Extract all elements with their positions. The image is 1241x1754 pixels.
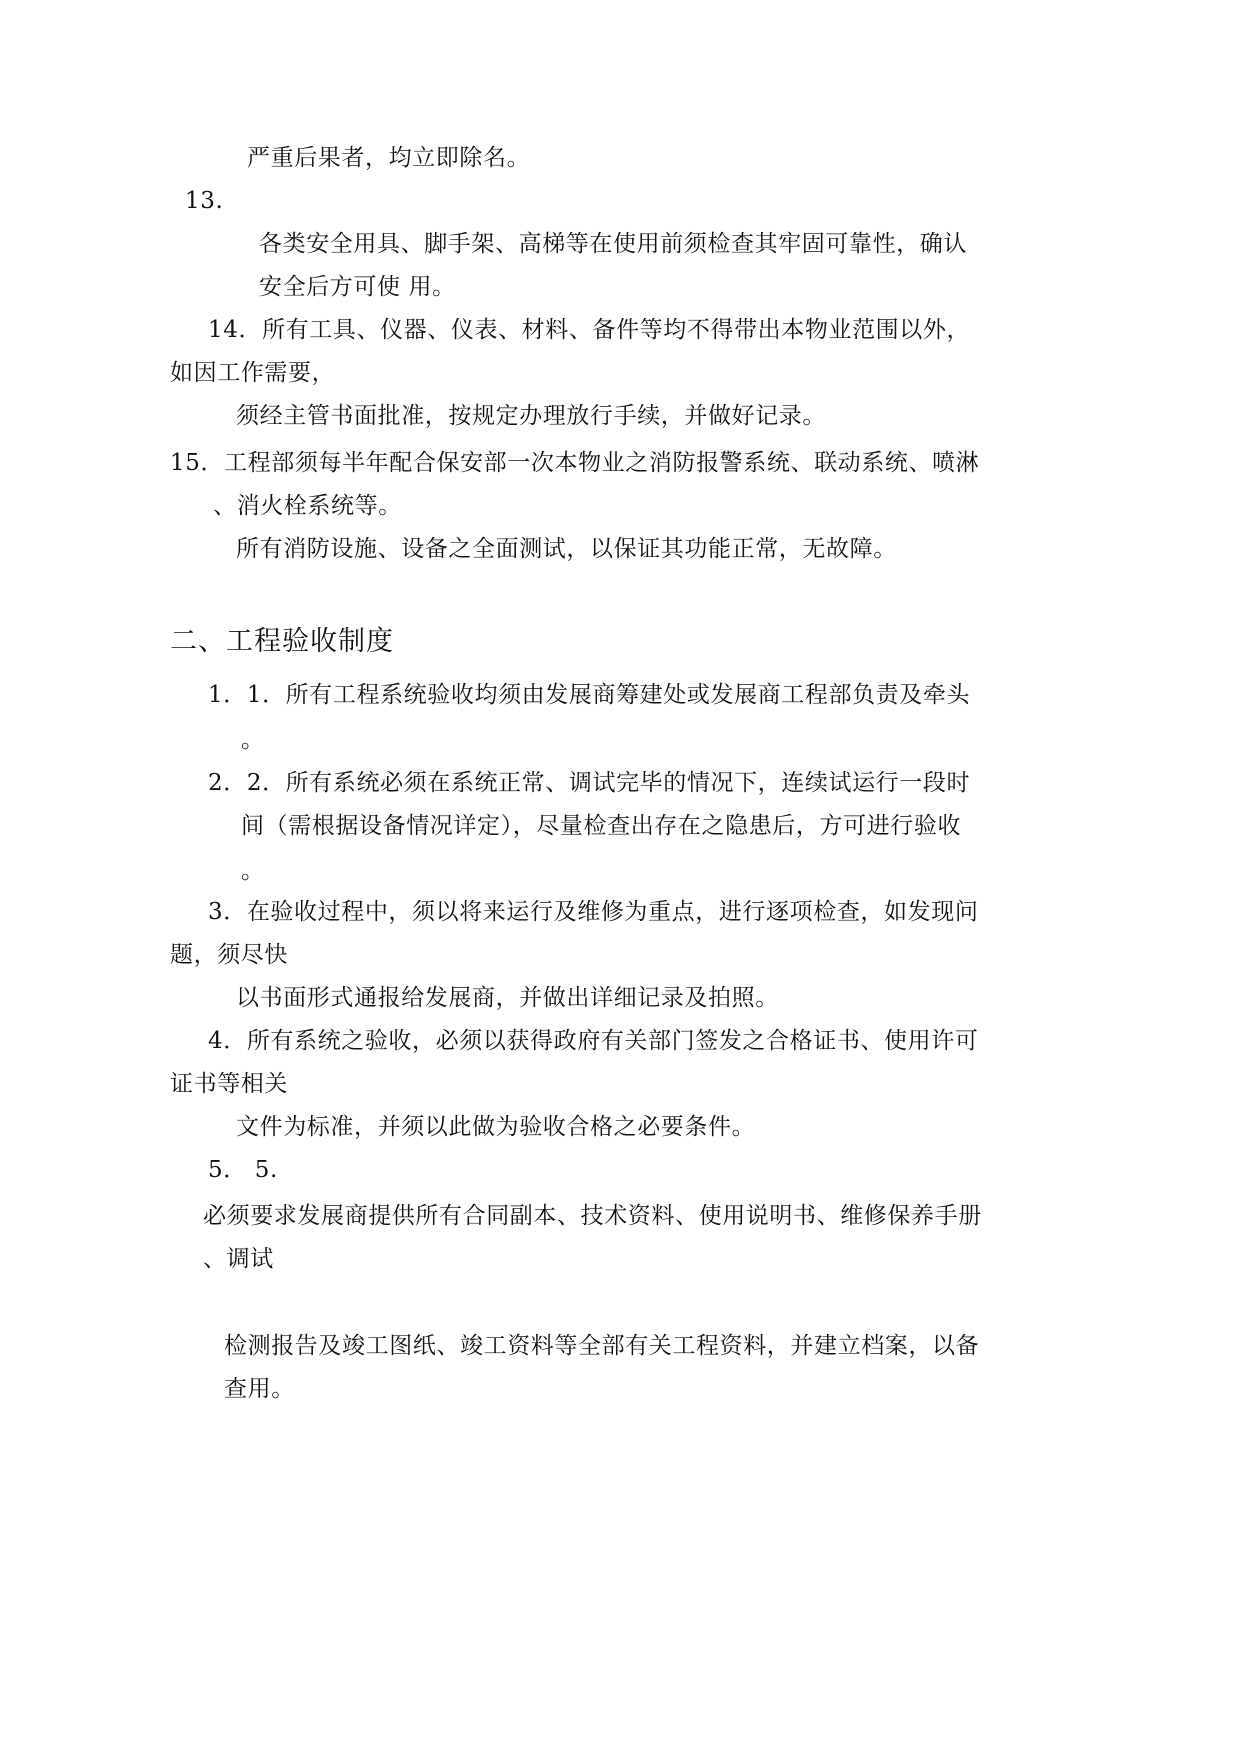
- paragraph-line: 、消火栓系统等。: [213, 493, 402, 519]
- paragraph-line: 2．2．所有系统必须在系统正常、调试完毕的情况下，连续试运行一段时: [208, 770, 971, 796]
- paragraph-line: 1．1．所有工程系统验收均须由发展商筹建处或发展商工程部负责及牵头: [208, 682, 971, 708]
- paragraph-line: 以书面形式通报给发展商，并做出详细记录及拍照。: [236, 985, 779, 1011]
- paragraph-line: 。: [241, 727, 265, 753]
- paragraph-line: 15．工程部须每半年配合保安部一次本物业之消防报警系统、联动系统、喷淋: [170, 450, 980, 476]
- paragraph-line: 检测报告及竣工图纸、竣工资料等全部有关工程资料，并建立档案，以备: [224, 1333, 980, 1359]
- paragraph-line: 必须要求发展商提供所有合同副本、技术资料、使用说明书、维修保养手册: [203, 1203, 982, 1229]
- paragraph-line: 各类安全用具、脚手架、高梯等在使用前须检查其牢固可靠性，确认: [259, 231, 967, 257]
- section-heading: 二、工程验收制度: [170, 626, 394, 657]
- item-number: 5． 5.: [208, 1157, 278, 1183]
- paragraph-line: 证书等相关: [170, 1071, 288, 1097]
- paragraph-line: 间（需根据设备情况详定），尽量检查出存在之隐患后，方可进行验收: [241, 813, 962, 839]
- paragraph-line: 须经主管书面批准，按规定办理放行手续，并做好记录。: [236, 403, 826, 429]
- paragraph-line: 题，须尽快: [170, 942, 288, 968]
- paragraph-line: 文件为标准，并须以此做为验收合格之必要条件。: [236, 1114, 756, 1140]
- paragraph-line: 4．所有系统之验收，必须以获得政府有关部门签发之合格证书、使用许可: [208, 1028, 979, 1054]
- paragraph-line: 安全后方可使 用。: [259, 274, 456, 300]
- paragraph-line: 。: [241, 858, 265, 884]
- paragraph-line: 如因工作需要，: [170, 360, 336, 386]
- paragraph-line: 3．在验收过程中，须以将来运行及维修为重点，进行逐项检查，如发现问: [208, 899, 979, 925]
- paragraph-line: 查用。: [224, 1376, 295, 1402]
- paragraph-line: 、调试: [203, 1246, 274, 1272]
- paragraph-line: 14．所有工具、仪器、仪表、材料、备件等均不得带出本物业范围以外，: [208, 317, 971, 343]
- item-number: 13.: [185, 188, 224, 214]
- paragraph-line: 严重后果者，均立即除名。: [247, 145, 531, 171]
- paragraph-line: 所有消防设施、设备之全面测试，以保证其功能正常，无故障。: [236, 536, 897, 562]
